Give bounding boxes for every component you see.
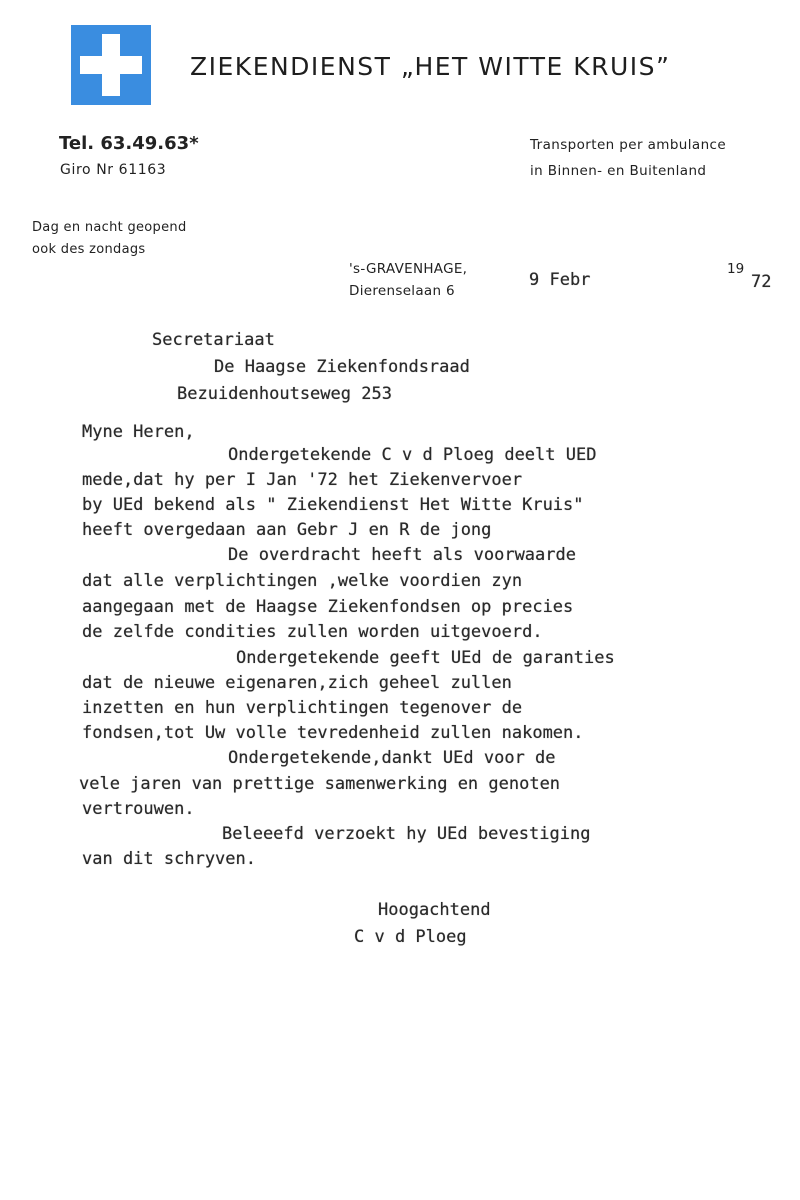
- body-line: Beleeefd verzoekt hy UEd bevestiging: [222, 824, 591, 844]
- body-line: Ondergetekende geeft UEd de garanties: [236, 648, 615, 668]
- closing: Hoogachtend: [378, 900, 491, 920]
- body-line: by UEd bekend als " Ziekendienst Het Witte Kruis": [82, 495, 584, 515]
- organization-name: ZIEKENDIENST „HET WITTE KRUIS”: [190, 52, 671, 81]
- opening-hours-line-1: Dag en nacht geopend: [32, 220, 187, 235]
- recipient-line-2: De Haagse Ziekenfondsraad: [214, 357, 470, 377]
- body-line: mede,dat hy per I Jan '72 het Ziekenvervoer: [82, 470, 523, 490]
- body-line: dat de nieuwe eigenaren,zich geheel zullen: [82, 673, 512, 693]
- body-line: De overdracht heeft als voorwaarde: [228, 545, 576, 565]
- body-line: van dit schryven.: [82, 849, 256, 869]
- body-line: heeft overgedaan aan Gebr J en R de jong: [82, 520, 492, 540]
- services-line-1: Transporten per ambulance: [530, 137, 727, 153]
- recipient-line-3: Bezuidenhoutseweg 253: [177, 384, 392, 404]
- opening-hours-line-2: ook des zondags: [32, 242, 146, 257]
- body-line: Ondergetekende C v d Ploeg deelt UED: [228, 445, 597, 465]
- body-line: vertrouwen.: [82, 799, 195, 819]
- street-address: Dierenselaan 6: [349, 283, 455, 299]
- body-line: inzetten en hun verplichtingen tegenover de: [82, 698, 523, 718]
- telephone-number: Tel. 63.49.63*: [59, 133, 199, 154]
- year-prefix: 19: [727, 261, 745, 277]
- body-line: Ondergetekende,dankt UEd voor de: [228, 748, 556, 768]
- services-line-2: in Binnen- en Buitenland: [530, 163, 707, 179]
- body-line: dat alle verplichtingen ,welke voordien zyn: [82, 571, 523, 591]
- city: 's-GRAVENHAGE,: [349, 261, 468, 277]
- salutation: Myne Heren,: [82, 422, 195, 442]
- white-cross-icon: [71, 25, 151, 105]
- giro-number: Giro Nr 61163: [60, 162, 167, 178]
- letter-date: 9 Febr: [529, 270, 591, 290]
- body-line: fondsen,tot Uw volle tevredenheid zullen nakomen.: [82, 723, 584, 743]
- body-line: vele jaren van prettige samenwerking en genoten: [79, 774, 561, 794]
- recipient-line-1: Secretariaat: [152, 330, 275, 350]
- letterhead: [0, 0, 800, 320]
- year-suffix: 72: [751, 272, 772, 292]
- body-line: aangegaan met de Haagse Ziekenfondsen op precies: [82, 597, 574, 617]
- signature: C v d Ploeg: [354, 927, 467, 947]
- body-line: de zelfde condities zullen worden uitgevoerd.: [82, 622, 543, 642]
